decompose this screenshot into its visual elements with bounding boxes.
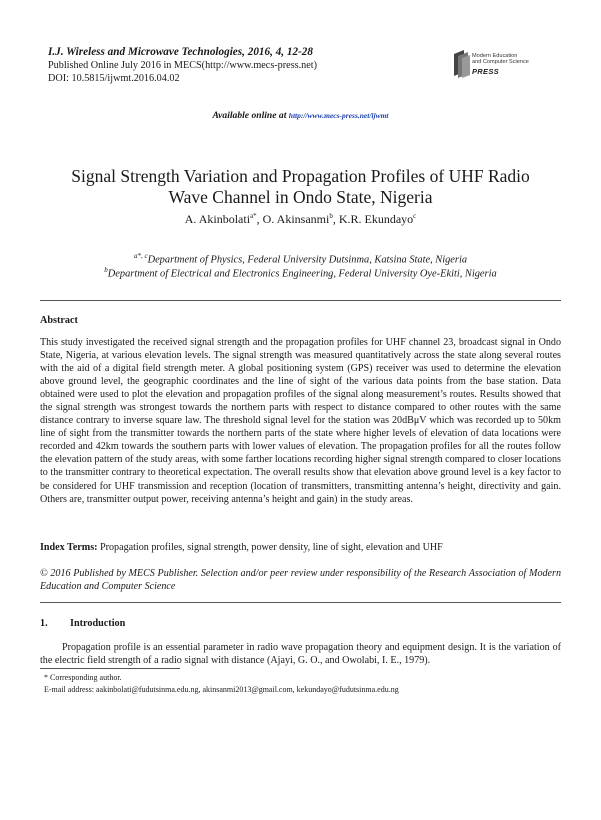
available-online: Available online at http://www.mecs-press.net/ijwmt	[212, 110, 389, 121]
journal-citation: I.J. Wireless and Microwave Technologies, 2016, 4, 12-28	[48, 46, 313, 58]
book-stack-icon	[452, 48, 472, 78]
footnote-email: E-mail address: aakinbolati@fudutsinma.edu.ng, akinsanmi2013@gmail.com, kekundayo@fudutsinma.edu.ng	[44, 685, 399, 694]
abstract-heading: Abstract	[40, 315, 78, 326]
affiliation: $^b$Department of Electrical and Electronics Engineering, Federal University Oye-Ekiti, Nigeria	[104, 266, 497, 280]
copyright-notice: © 2016 Published by MECS Publisher. Selection and/or peer review under responsibility of the Research Association of Modern Education and Computer Science	[40, 568, 561, 592]
section-heading-introduction: 1. Introduction	[40, 618, 126, 629]
divider	[40, 602, 561, 603]
divider	[40, 300, 561, 301]
author-name: A. Akinbolati	[184, 212, 251, 226]
publication-info: Published Online July 2016 in MECS(http://www.mecs-press.net)	[48, 60, 318, 71]
index-terms-text: Propagation profiles, signal strength, power density, line of sight, elevation and UHF	[100, 542, 443, 553]
footnote-corresponding-author: * Corresponding author.	[44, 673, 122, 682]
doi: DOI: 10.5815/ijwmt.2016.04.02	[48, 73, 180, 84]
index-terms-label: Index Terms:	[40, 542, 98, 553]
abstract-text: This study investigated the received signal strength and the propagation profiles for UHF channel 23, broadcast signal in Ondo State, Nigeria, at various elevation levels. The signal strength was measured quantitatively across the state along several routes with the aid of a digital field strength meter. A global positioning system (GPS) receiver was used to determine the elevation above ground level, the geographic coordinates and the line of sight of the various data points from the base station. Data obtained were used to plot the elevation and propagation profiles of the signal along measurement’s routes. Results showed that the signal strength was strongest towards the northern parts with respect to distance compared to other routes with the same distance contrary to inverse square law. The threshold signal level for the station was 20dBμV which was recorded up to 50km line of sight from the transmitter towards the northern parts of the state where higher levels of elevation of data locations were recorded and 42km towards the southern parts with lower values of elevation. The propagation profiles for all the routes follow the elevation pattern of the study areas, with some farther locations recording higher signal strength compared to closer locations to the transmitter contrary to theoretical expectation. The overall results show that elevation above ground level is a key factor to be considered for UHF transmission and reception (location of transmitters, transmitting antenna’s height, directivity and gain. Others are, transmitter output power, receiving antenna’s height and gain) in the study areas.	[40, 337, 561, 505]
publisher-logo	[452, 44, 552, 86]
footnote-rule	[40, 668, 180, 669]
affiliation: $^{a*, c}$Department of Physics, Federal University Dutsinma, Katsina State, Nigeria	[133, 252, 468, 266]
author-name: O. Akinsanmi	[262, 212, 330, 226]
logo-press-text: PRESS	[472, 67, 499, 76]
paper-title: Signal Strength Variation and Propagation Profiles of UHF Radio Wave Channel in Ondo State, Nigeria	[71, 166, 530, 207]
introduction-paragraph: Propagation profile is an essential parameter in radio wave propagation theory and equipment design. It is the variation of the electric field strength of a radio signal with distance (Ajayi, G. O., and Owolabi, I. E., 1979).	[40, 642, 561, 666]
journal-url-link[interactable]: http://www.mecs-press.net/ijwmt	[288, 111, 389, 120]
index-terms	[40, 542, 561, 553]
author-name: K.R. Ekundayo	[338, 212, 414, 226]
author-list: A. Akinbolati$^{a*}$, O. Akinsanmi$^b$, K.R. Ekundayo$^c$	[184, 212, 417, 226]
logo-text: Modern Education and Computer Science	[472, 53, 529, 66]
